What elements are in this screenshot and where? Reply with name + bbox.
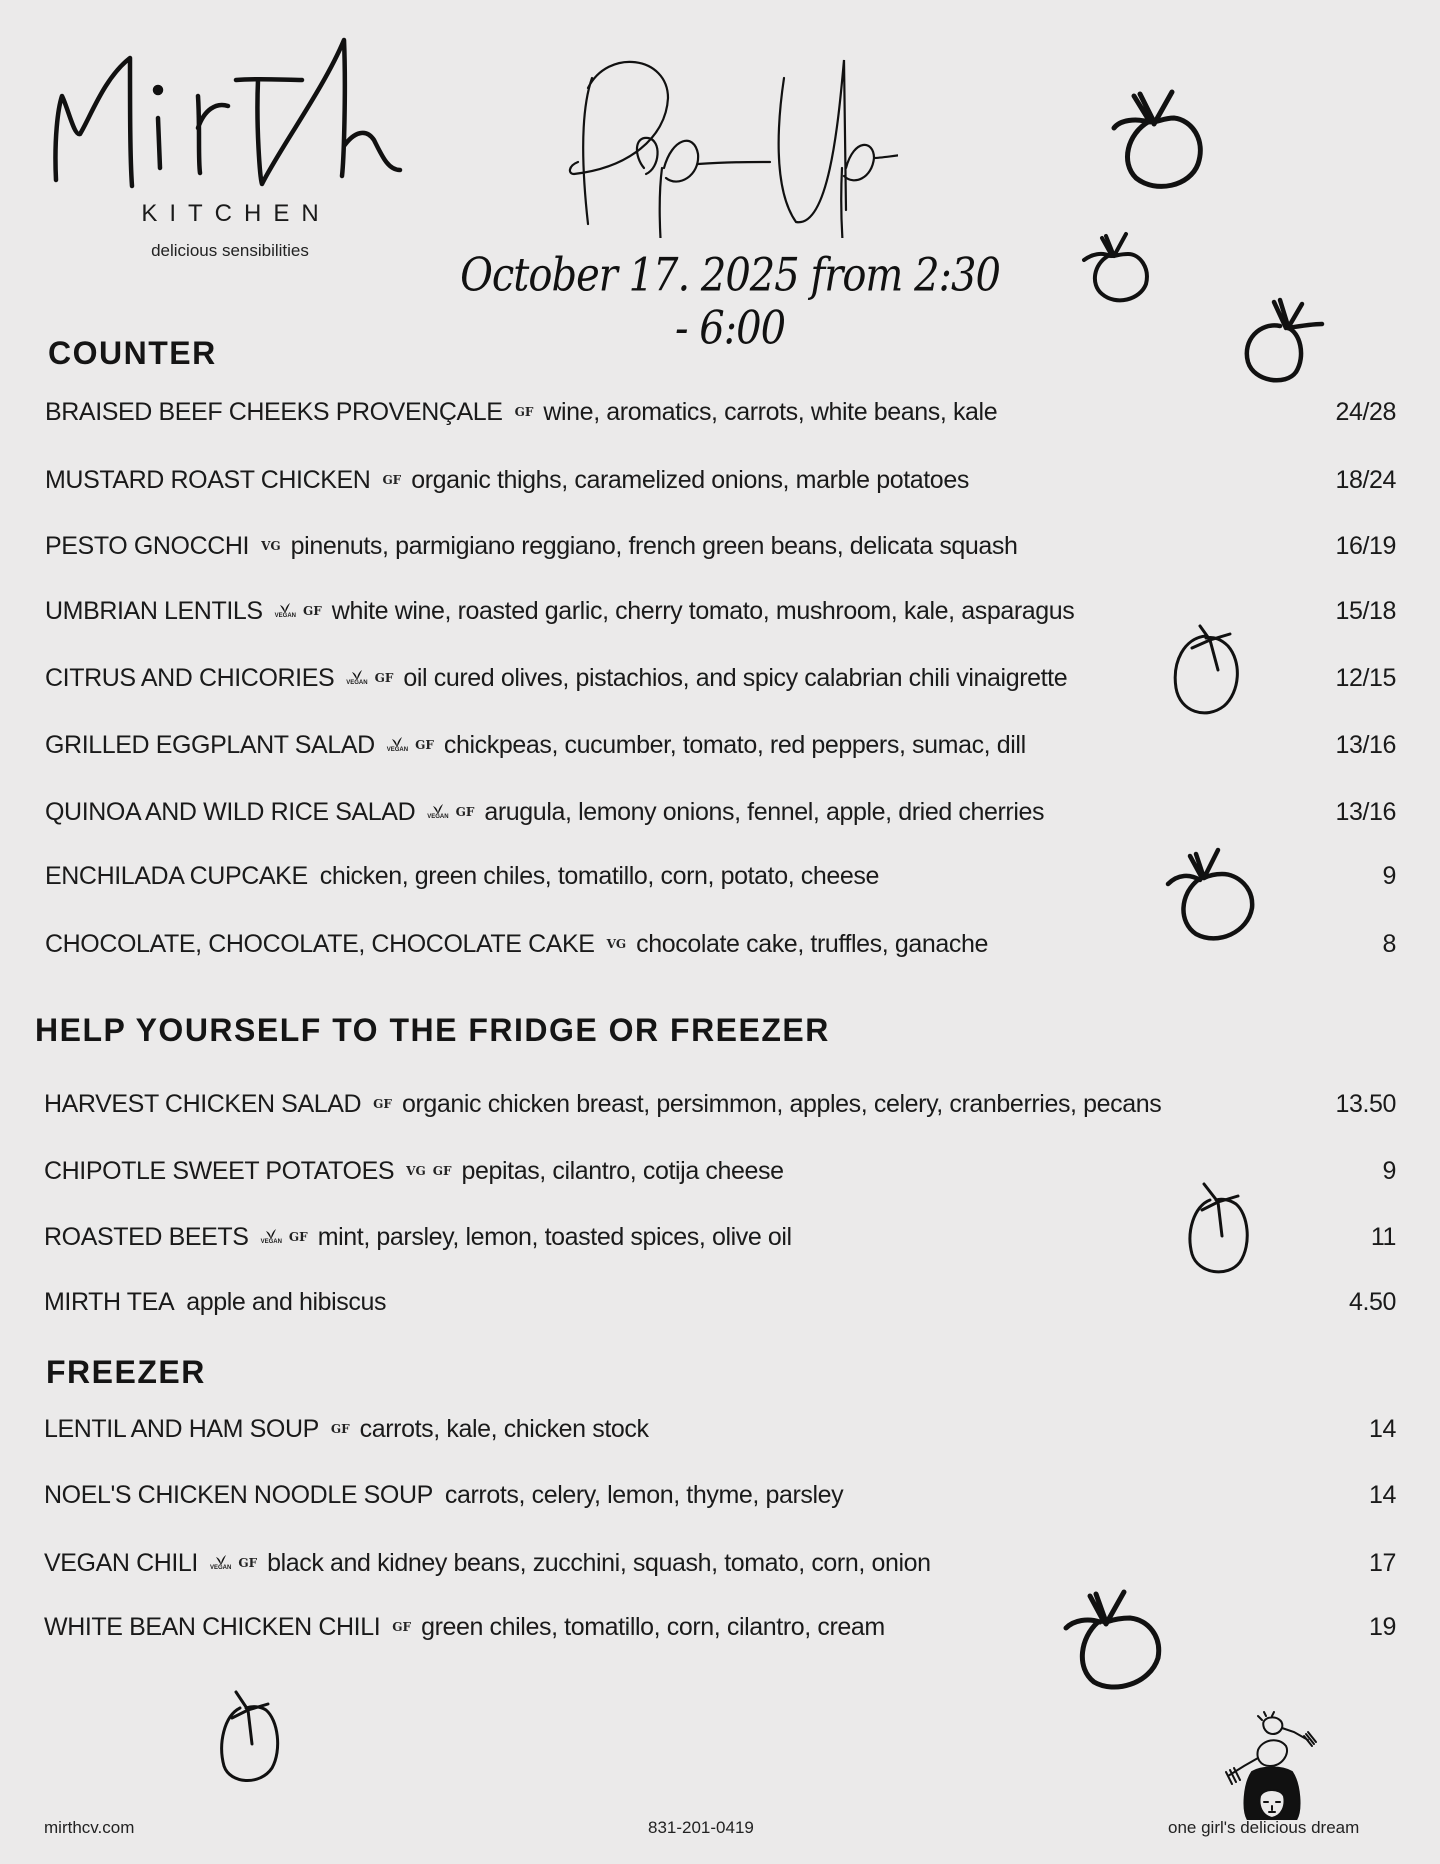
menu-item-name: LENTIL AND HAM SOUP <box>44 1414 319 1443</box>
menu-item <box>44 1475 1396 1515</box>
gluten-free-badge: GF <box>514 405 534 419</box>
gluten-free-badge: GF <box>415 738 434 752</box>
menu-item-price: 16/19 <box>1335 531 1396 560</box>
vegan-icon: VEGAN <box>427 804 448 820</box>
menu-item-name: VEGAN CHILI <box>44 1548 198 1577</box>
menu-item-name: WHITE BEAN CHICKEN CHILI <box>44 1612 381 1641</box>
menu-item-name: CHOCOLATE, CHOCOLATE, CHOCOLATE CAKE <box>45 929 595 958</box>
dietary-tags <box>607 937 627 951</box>
menu-item <box>44 1543 1396 1583</box>
menu-item-price: 15/18 <box>1335 596 1396 625</box>
dietary-tags <box>275 603 322 619</box>
tomato-icon <box>1078 228 1158 308</box>
vegan-icon: VEGAN <box>275 603 296 619</box>
menu-item-description: mint, parsley, lemon, toasted spices, olive oil <box>317 1222 792 1251</box>
menu-item-price: 18/24 <box>1335 465 1396 494</box>
menu-item-name: PESTO GNOCCHI <box>45 531 250 560</box>
menu-item-description: chicken, green chiles, tomatillo, corn, potato, cheese <box>319 861 880 890</box>
vegetarian-badge: VG <box>261 539 281 553</box>
dietary-tags <box>515 405 534 419</box>
menu-item-price: 9 <box>1382 1156 1396 1185</box>
dietary-tags <box>373 1097 392 1111</box>
menu-item-description: pinenuts, parmigiano reggiano, french green beans, delicata squash <box>290 531 1018 560</box>
menu-item-description: white wine, roasted garlic, cherry tomato, mushroom, kale, asparagus <box>331 596 1075 625</box>
footer-phone: 831-201-0419 <box>648 1818 754 1837</box>
tomato-icon <box>1162 844 1262 944</box>
menu-item-price: 19 <box>1368 1612 1396 1641</box>
menu-item-name: MIRTH TEA <box>44 1287 175 1316</box>
gluten-free-badge: GF <box>238 1556 258 1570</box>
menu-item-name: UMBRIAN LENTILS <box>45 596 263 625</box>
menu-item <box>44 1607 1396 1647</box>
brand-tagline: delicious sensibilities <box>151 241 309 260</box>
menu-item-description: carrots, celery, lemon, thyme, parsley <box>444 1480 844 1509</box>
brand-logo-script <box>48 28 408 198</box>
tomato-icon <box>212 1688 292 1788</box>
footer-slogan: one girl's delicious dream <box>1168 1818 1360 1837</box>
gluten-free-badge: GF <box>382 473 402 487</box>
menu-item <box>45 725 1396 765</box>
dietary-tags <box>406 1164 451 1178</box>
tomato-icon <box>1100 82 1210 194</box>
gluten-free-badge: GF <box>392 1620 412 1634</box>
gluten-free-badge: GF <box>330 1422 350 1436</box>
event-title-script <box>548 28 898 238</box>
dietary-tags <box>392 1620 411 1634</box>
menu-item-price: 9 <box>1382 861 1396 890</box>
brand-subtitle: KITCHEN <box>141 200 331 227</box>
tomato-icon <box>1166 622 1248 722</box>
menu-item-name: CITRUS AND CHICORIES <box>45 663 335 692</box>
gluten-free-badge: GF <box>288 1230 308 1244</box>
menu-item-description: organic chicken breast, persimmon, apples, celery, cranberries, pecans <box>401 1089 1162 1118</box>
menu-item-price: 17 <box>1368 1548 1396 1577</box>
gluten-free-badge: GF <box>455 805 475 819</box>
dietary-tags <box>346 670 393 686</box>
dietary-tags <box>261 539 281 553</box>
footer-website-link[interactable]: mirthcv.com <box>44 1818 135 1837</box>
menu-item-price: 8 <box>1382 929 1396 958</box>
menu-item <box>44 1282 1396 1322</box>
menu-item-name: QUINOA AND WILD RICE SALAD <box>45 797 416 826</box>
menu-item-description: oil cured olives, pistachios, and spicy calabrian chili vinaigrette <box>403 663 1068 692</box>
menu-item <box>44 1409 1396 1449</box>
menu-item-description: organic thighs, caramelized onions, marble potatoes <box>411 465 969 494</box>
menu-item-price: 12/15 <box>1335 663 1396 692</box>
tomato-icon <box>1056 1582 1166 1694</box>
menu-item-price: 13/16 <box>1335 797 1396 826</box>
menu-item-name: HARVEST CHICKEN SALAD <box>44 1089 362 1118</box>
menu-item-description: wine, aromatics, carrots, white beans, kale <box>543 397 998 426</box>
dietary-tags <box>382 473 401 487</box>
menu-item-name: ROASTED BEETS <box>44 1222 249 1251</box>
menu-item-price: 24/28 <box>1335 397 1396 426</box>
dietary-tags <box>387 737 434 753</box>
menu-item-price: 14 <box>1368 1480 1396 1509</box>
menu-item-price: 13/16 <box>1335 730 1396 759</box>
vegan-icon: VEGAN <box>346 670 367 686</box>
menu-item-name: CHIPOTLE SWEET POTATOES <box>44 1156 395 1185</box>
menu-item-description: green chiles, tomatillo, corn, cilantro, cream <box>421 1612 885 1641</box>
dietary-tags <box>261 1229 308 1245</box>
section-title-fridge: HELP YOURSELF TO THE FRIDGE OR FREEZER <box>35 1012 830 1048</box>
vegetarian-badge: VG <box>606 937 627 951</box>
tomato-icon <box>1180 1178 1260 1278</box>
section-title-counter: COUNTER <box>48 335 217 371</box>
dietary-tags <box>427 804 474 820</box>
menu-item-description: apple and hibiscus <box>186 1287 387 1316</box>
menu-item-name: ENCHILADA CUPCAKE <box>45 861 308 890</box>
menu-item-description: carrots, kale, chicken stock <box>359 1414 649 1443</box>
gluten-free-badge: GF <box>432 1164 452 1178</box>
menu-item-name: GRILLED EGGPLANT SALAD <box>45 730 375 759</box>
menu-item <box>45 792 1396 832</box>
gluten-free-badge: GF <box>374 671 394 685</box>
menu-item-name: BRAISED BEEF CHEEKS PROVENÇALE <box>45 397 503 426</box>
menu-item-price: 4.50 <box>1348 1287 1396 1316</box>
vegetarian-badge: VG <box>406 1164 426 1178</box>
vegan-icon: VEGAN <box>210 1555 231 1571</box>
menu-item-price: 13.50 <box>1335 1089 1396 1118</box>
menu-item-description: black and kidney beans, zucchini, squash, tomato, corn, onion <box>267 1548 931 1577</box>
menu-item <box>45 392 1396 432</box>
menu-item-name: NOEL'S CHICKEN NOODLE SOUP <box>44 1480 433 1509</box>
menu-item <box>44 1084 1396 1124</box>
menu-item-price: 11 <box>1370 1222 1396 1251</box>
event-date: October 17. 2025 from 2:30 - 6:00 <box>460 249 1000 355</box>
menu-item-description: chocolate cake, truffles, ganache <box>636 929 988 958</box>
section-title-freezer: FREEZER <box>46 1354 206 1390</box>
menu-item-description: arugula, lemony onions, fennel, apple, dried cherries <box>484 797 1045 826</box>
menu-item <box>45 460 1396 500</box>
tomato-icon <box>1230 292 1326 388</box>
dietary-tags <box>210 1555 257 1571</box>
menu-item <box>45 526 1396 566</box>
dietary-tags <box>331 1422 350 1436</box>
menu-item-name: MUSTARD ROAST CHICKEN <box>45 465 371 494</box>
menu-item-price: 14 <box>1368 1414 1396 1443</box>
menu-item-description: chickpeas, cucumber, tomato, red peppers, sumac, dill <box>443 730 1026 759</box>
gluten-free-badge: GF <box>373 1097 392 1111</box>
illustration-girl-icon <box>1222 1710 1322 1820</box>
menu-item-description: pepitas, cilantro, cotija cheese <box>461 1156 784 1185</box>
vegan-icon: VEGAN <box>261 1229 282 1245</box>
vegan-icon: VEGAN <box>387 737 408 753</box>
gluten-free-badge: GF <box>303 604 322 618</box>
